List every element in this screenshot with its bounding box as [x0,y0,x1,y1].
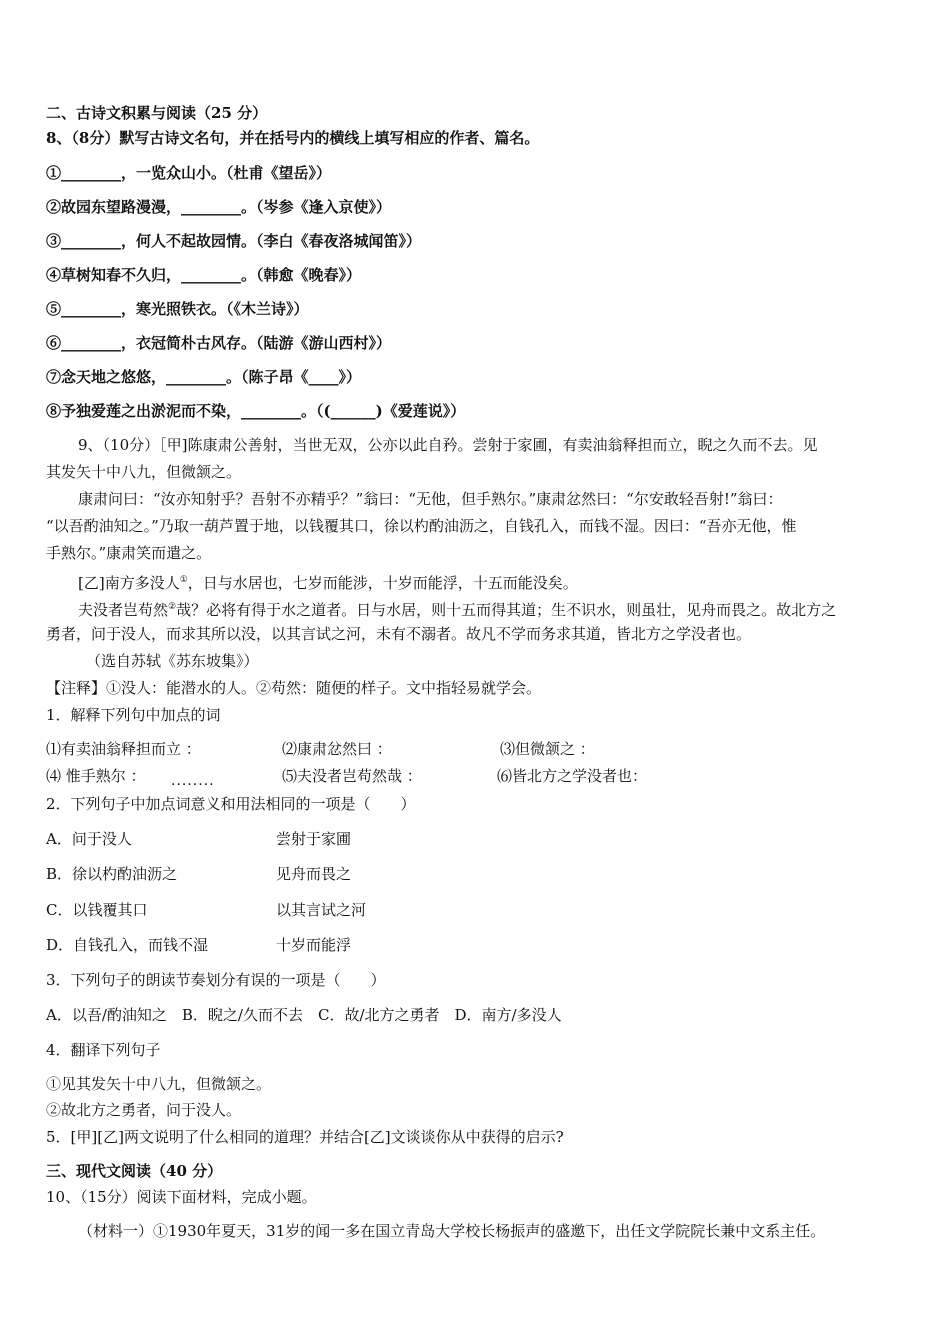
q9-source: （选自苏轼《苏东坡集》） [86,652,259,670]
footnote-mark-2: ② [168,602,177,612]
q9-para3 [78,570,578,593]
sub2-opt-c: C．以钱覆其口 [46,901,148,919]
q8-item-8: ⑧予独爱莲之出淤泥而不染，________。（(______)《爱莲说》） [46,402,466,420]
sub2-opt-b: B．徐以杓酌油沥之 [46,865,178,883]
sub4-stem: 4．翻译下列句子 [46,1041,161,1059]
footnote-mark-1: ① [179,575,188,585]
q8-item-5: ⑤________，寒光照铁衣。（《木兰诗》） [46,300,309,318]
sub2-opt-d-pair: 十岁而能浮 [276,936,352,954]
sub1-r1-c3: ⑶但微颔之 ： [500,740,595,758]
section-heading-3: 三、现代文阅读（40 分） [46,1162,223,1180]
q9-para4-line1 [78,597,836,620]
sub2-opt-c-pair: 以其言试之河 [276,901,367,919]
q9-para2-line3: 手熟尔。”康肃笑而遣之。 [46,544,212,562]
q8-item-1: ①________，一览众山小。（杜甫《望岳》） [46,164,332,182]
sub1-r2-c2: ⑸夫没者岂苟然哉 ： [282,767,422,785]
q8-item-3: ③________，何人不起故园情。（李白《春夜洛城闻笛》） [46,232,422,250]
q8-item-6: ⑥________，衣冠简朴古风存。（陆游《游山西村》） [46,334,392,352]
sub1-r1-c2: ⑵康肃忿然曰 ： [282,740,392,758]
sub2-opt-d: D．自钱孔入，而钱不湿 [46,936,209,954]
question-8-stem: 8、（8分）默写古诗文名句，并在括号内的横线上填写相应的作者、篇名。 [46,129,540,147]
para3-prefix: [乙]南方多没人 [78,574,180,592]
sub3-stem: 3．下列句子的朗读节奏划分有误的一项是（ ） [46,971,386,989]
sub3-options: A．以吾/酌油知之 B．睨之/久而不去 C．故/北方之勇者 D．南方/多没人 [46,1006,562,1024]
q9-para4-line2: 勇者，问于没人，而求其所以没，以其言试之河，未有不溺者。故凡不学而务求其道，皆北方之学没者也。 [46,625,752,643]
q8-item-2: ②故园东望路漫漫，________。（岑参《逢入京使》） [46,198,392,216]
sub2-opt-a-pair: 尝射于家圃 [276,830,352,848]
q9-para2-line2: “以吾酌油知之。”乃取一葫芦置于地，以钱覆其口，徐以杓酌油沥之，自钱孔入，而钱不湿。因曰：“吾亦无他，惟 [46,517,797,535]
sub5-stem: 5．[甲][乙]两文说明了什么相同的道理？并结合[乙]文谈谈你从中获得的启示? [46,1128,564,1146]
q8-item-4: ④草树知春不久归，________。（韩愈《晚春》） [46,266,362,284]
para4-b: 哉？必将有得于水之道者。日与水居，则十五而得其道；生不识水，则虽壮，见舟而畏之。故北方之 [176,601,837,619]
sub1-stem: 1．解释下列句中加点的词 [46,706,221,724]
q9-para1-line2: 其发矢十中八九，但微颔之。 [46,463,242,481]
question-10-stem: 10、（15分）阅读下面材料，完成小题。 [46,1188,317,1206]
sub4-item-1: ①见其发矢十中八九，但微颔之。 [46,1075,272,1093]
q9-para2-line1: 康肃问曰：“汝亦知射乎？吾射不亦精乎？”翁曰：“无他，但手熟尔。”康肃忿然曰：“尔安敢轻吾射!”翁曰： [78,490,783,508]
q10-material-1: （材料一）①1930年夏天，31岁的闻一多在国立青岛大学校长杨振声的盛邀下，出任文学院院长兼中文系主任。 [78,1222,826,1240]
sub1-r2-c3: ⑹皆北方之学没者也： [497,767,648,785]
emphasis-dots: ........ [171,773,215,789]
sub1-r1-c1: ⑴有卖油翁释担而立 ： [46,740,201,758]
q9-note: 【注释】①没人：能潜水的人。②苟然：随便的样子。文中指轻易就学会。 [46,679,542,697]
sub2-opt-a: A．问于没人 [46,830,132,848]
para4-a: 夫没者岂苟然 [78,601,169,619]
sub4-item-2: ②故北方之勇者，问于没人。 [46,1101,242,1119]
sub2-opt-b-pair: 见舟而畏之 [276,865,352,883]
q8-item-7: ⑦念天地之悠悠，________。（陈子昂《____》） [46,368,362,386]
section-heading: 二、古诗文积累与阅读（25 分） [46,104,268,122]
sub1-r2-c1: ⑷ 惟手熟尔 ： [46,767,146,785]
sub2-stem: 2．下列句子中加点词意义和用法相同的一项是（ ） [46,795,416,813]
q9-para1-line1: 9、（10分）［甲]陈康肃公善射，当世无双，公亦以此自矜。尝射于家圃，有卖油翁释担而立，睨之久而不去。见 [78,436,818,454]
para3-rest: ，日与水居也，七岁而能涉，十岁而能浮，十五而能没矣。 [187,574,578,592]
